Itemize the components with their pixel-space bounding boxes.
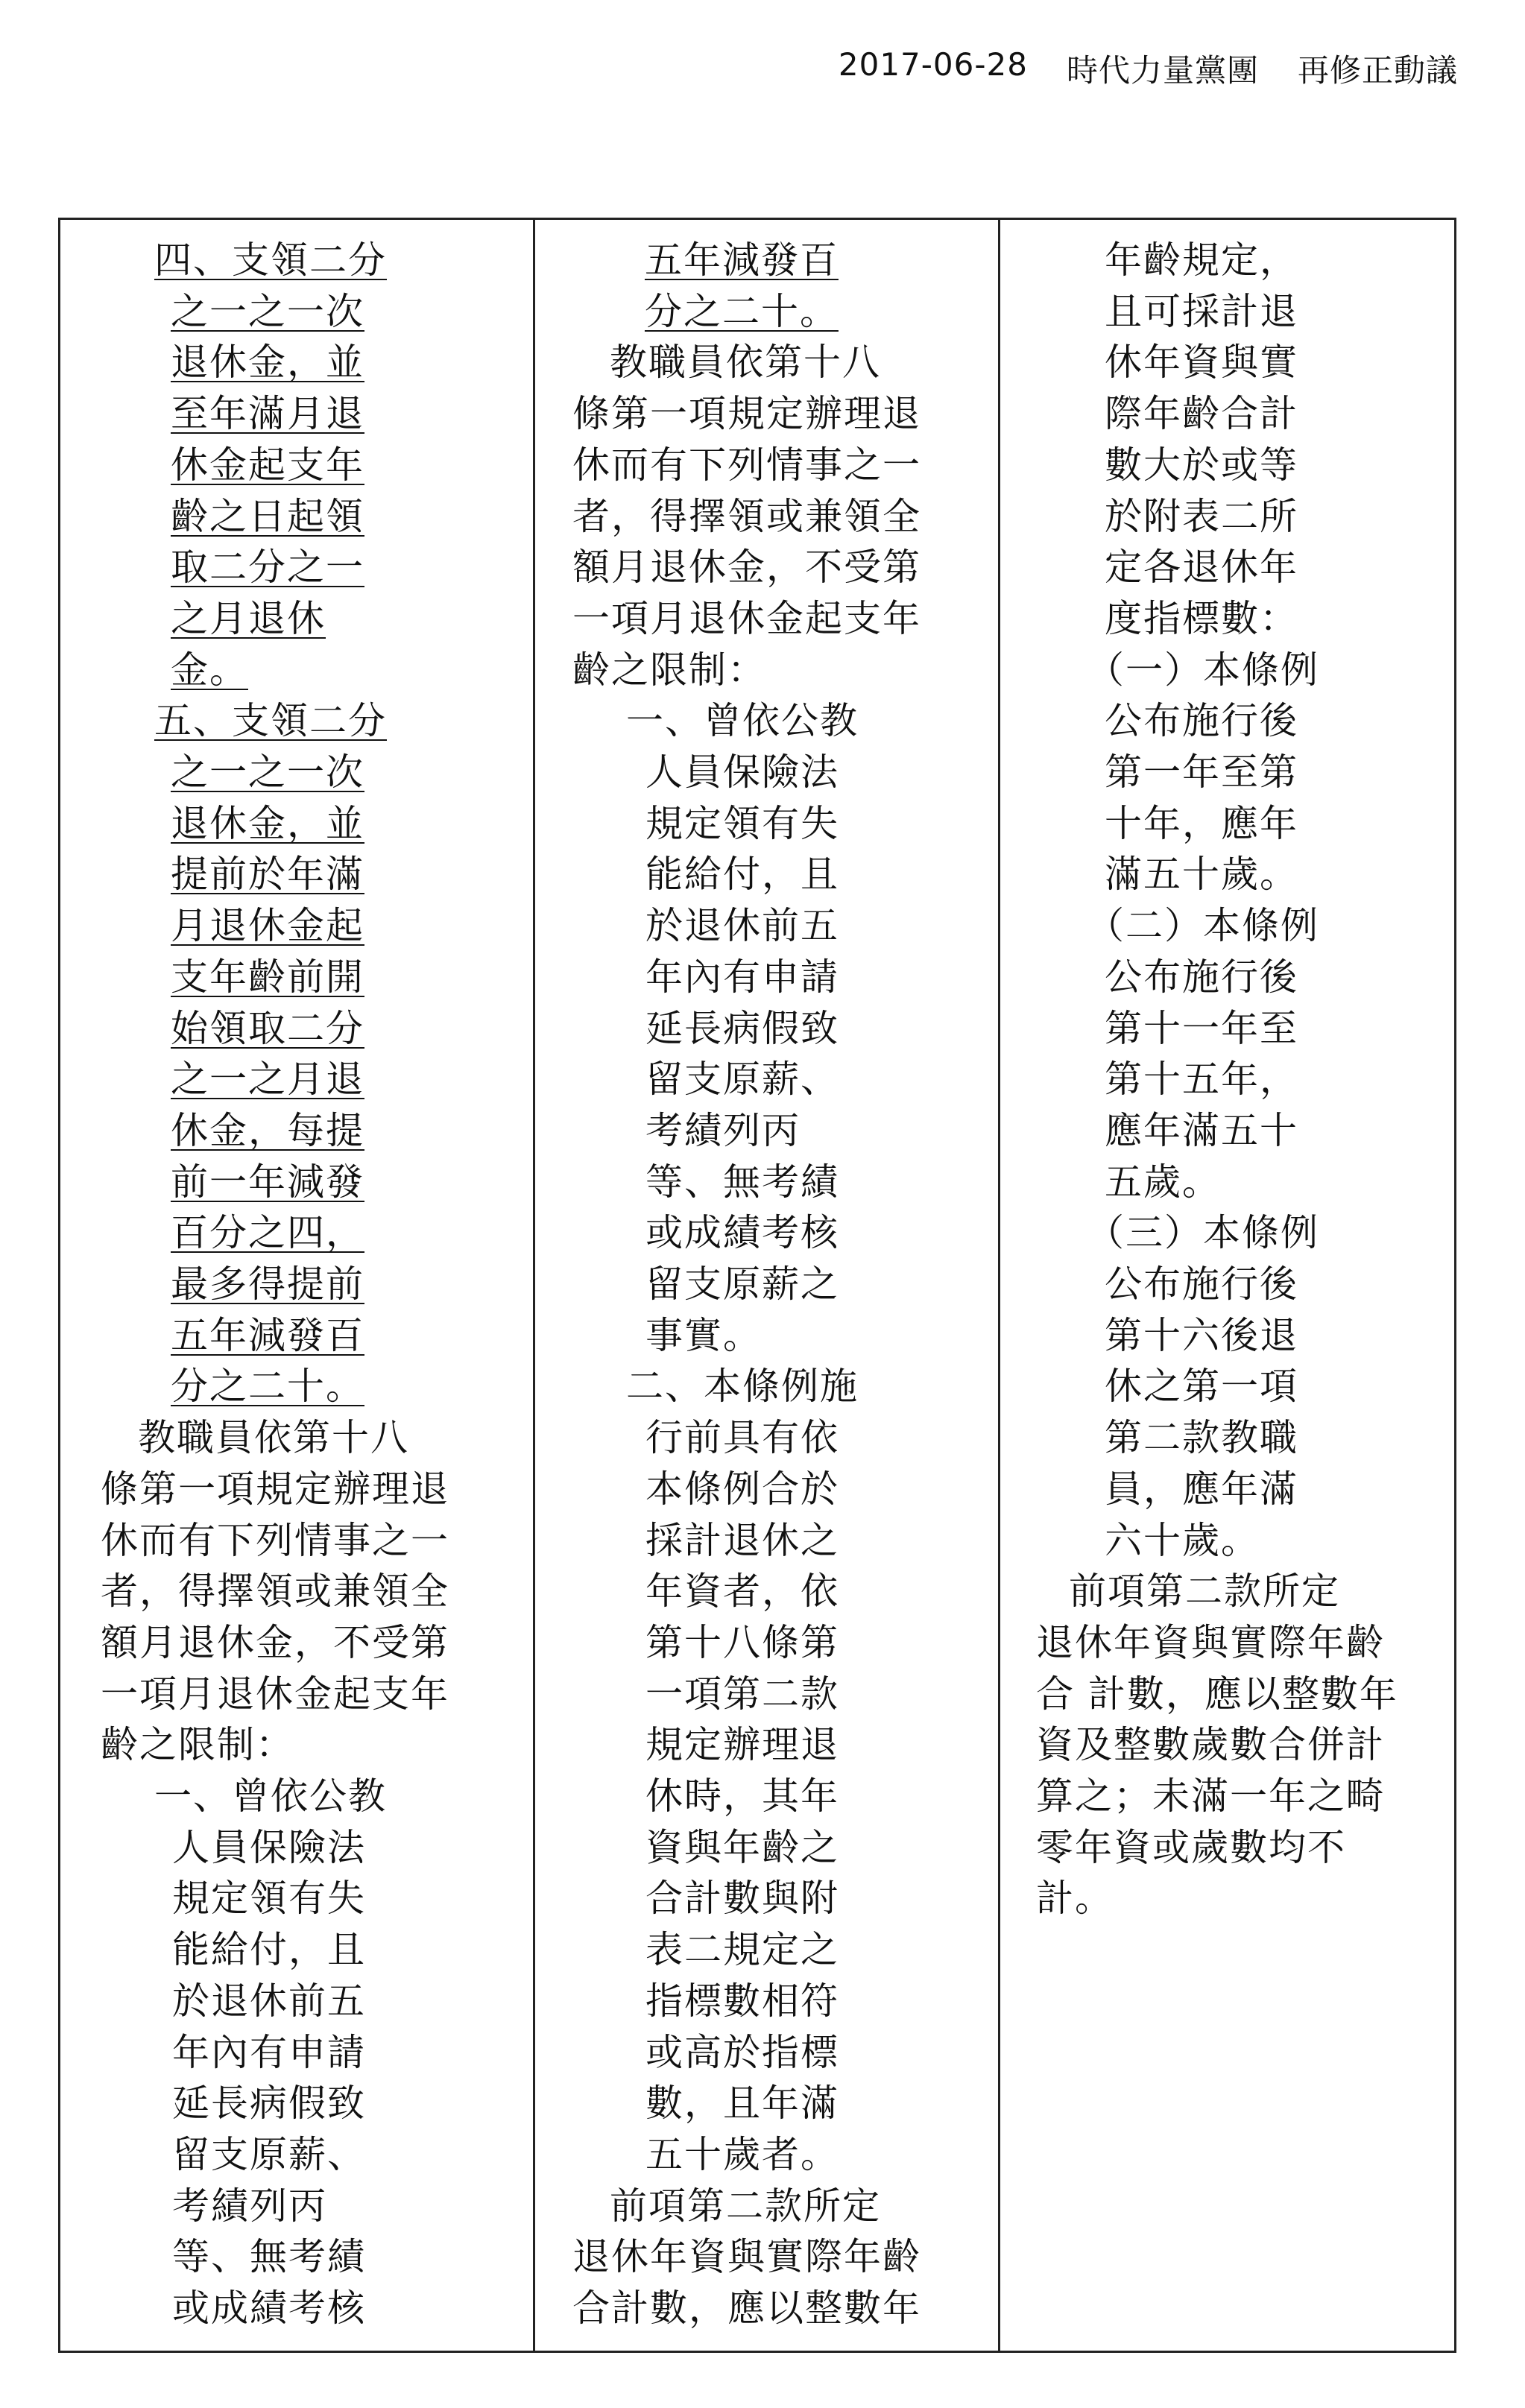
text-line: 際年齡合計 bbox=[1104, 392, 1298, 436]
text-line: 表二規定之 bbox=[645, 1928, 839, 1972]
amended-text-line: 前一年減發 bbox=[171, 1160, 364, 1204]
text-line: 滿五十歲。 bbox=[1104, 853, 1298, 897]
header-doc-type: 再修正動議 bbox=[1297, 52, 1458, 89]
text-line: 或成績考核 bbox=[172, 2287, 366, 2330]
text-line: 合 計數，應以整數年 bbox=[1035, 1672, 1398, 1716]
text-line: 齡之限制： bbox=[101, 1723, 294, 1767]
text-line: 休之第一項 bbox=[1104, 1365, 1298, 1409]
text-line: 員，應年滿 bbox=[1104, 1467, 1298, 1511]
text-line: 一項月退休金起支年 bbox=[572, 596, 921, 640]
text-line: 數，且年滿 bbox=[645, 2082, 839, 2126]
text-line: 年資者，依 bbox=[645, 1570, 839, 1614]
text-line: 五十歲者。 bbox=[645, 2132, 839, 2176]
amended-text-line: 取二分之一 bbox=[171, 546, 364, 590]
amended-text-line: 月退休金起 bbox=[171, 904, 364, 948]
text-line: 一項第二款 bbox=[645, 1672, 839, 1716]
text-line: 留支原薪、 bbox=[172, 2132, 366, 2176]
text-line: 延長病假致 bbox=[645, 1006, 839, 1050]
text-line: 教職員依第十八 bbox=[609, 341, 881, 385]
amended-text-line: 四、支領二分 bbox=[154, 238, 387, 282]
text-line: 採計退休之 bbox=[645, 1518, 839, 1562]
text-line: 零年資或歲數均不 bbox=[1035, 1825, 1346, 1869]
text-line: 數大於或等 bbox=[1104, 443, 1298, 487]
text-line: 額月退休金，不受第 bbox=[101, 1620, 449, 1664]
text-line: 應年滿五十 bbox=[1104, 1108, 1298, 1152]
text-line: 延長病假致 bbox=[172, 2082, 366, 2126]
text-line: 者，得擇領或兼領全 bbox=[572, 494, 921, 538]
text-line: 事實。 bbox=[645, 1313, 762, 1357]
amended-text-line: 五、支領二分 bbox=[154, 699, 387, 743]
text-line: 十年，應年 bbox=[1104, 801, 1298, 845]
header-party: 時代力量黨團 bbox=[1066, 52, 1259, 89]
text-line: 資及整數歲數合併計 bbox=[1035, 1723, 1385, 1767]
table-column-2 bbox=[533, 220, 998, 2351]
text-line: 能給付，且 bbox=[645, 853, 839, 897]
text-line: 且可採計退 bbox=[1104, 289, 1298, 333]
text-line: （三）本條例 bbox=[1086, 1211, 1319, 1255]
text-line: 第十八條第 bbox=[645, 1620, 839, 1664]
text-line: 退休年資與實際年齡 bbox=[1035, 1620, 1385, 1664]
text-line: 休年資與實 bbox=[1104, 341, 1298, 385]
text-line: 第十五年， bbox=[1104, 1058, 1298, 1102]
text-line: 前項第二款所定 bbox=[609, 2184, 881, 2228]
text-line: 定各退休年 bbox=[1104, 546, 1298, 590]
text-line: 五歲。 bbox=[1104, 1160, 1221, 1204]
text-line: 於退休前五 bbox=[172, 1979, 366, 2023]
text-line: 休而有下列情事之一 bbox=[101, 1518, 449, 1562]
text-line: 者，得擇領或兼領全 bbox=[101, 1570, 449, 1614]
text-line: 資與年齡之 bbox=[645, 1825, 839, 1869]
amended-text-line: 提前於年滿 bbox=[171, 853, 364, 897]
text-line: 留支原薪之 bbox=[645, 1263, 839, 1306]
text-line: 人員保險法 bbox=[172, 1825, 366, 1869]
text-line: 本條例合於 bbox=[645, 1467, 839, 1511]
text-line: 一、曾依公教 bbox=[154, 1775, 387, 1818]
table-column-3 bbox=[998, 220, 1454, 2351]
document-header bbox=[839, 46, 1458, 91]
text-line: 公布施行後 bbox=[1104, 955, 1298, 999]
text-line: 齡之限制： bbox=[572, 648, 766, 692]
text-line: 等、無考績 bbox=[172, 2235, 366, 2279]
amended-text-line: 退休金，並 bbox=[171, 801, 364, 845]
text-line: 留支原薪、 bbox=[645, 1058, 839, 1102]
amended-text-line: 支年齡前開 bbox=[171, 955, 364, 999]
text-line: 度指標數： bbox=[1104, 596, 1298, 640]
amended-text-line: 金。 bbox=[171, 648, 248, 692]
text-line: 六十歲。 bbox=[1104, 1518, 1260, 1562]
text-line: 或高於指標 bbox=[645, 2030, 839, 2074]
text-line: 第十一年至 bbox=[1104, 1006, 1298, 1050]
text-line: 規定領有失 bbox=[172, 1877, 366, 1921]
text-line: 一項月退休金起支年 bbox=[101, 1672, 449, 1716]
amended-text-line: 分之二十。 bbox=[171, 1365, 364, 1409]
amended-text-line: 退休金，並 bbox=[171, 341, 364, 385]
text-line: 能給付，且 bbox=[172, 1928, 366, 1972]
table-column-1 bbox=[60, 220, 533, 2351]
amended-text-line: 之一之一次 bbox=[171, 289, 364, 333]
header-date: 2017-06-28 bbox=[838, 46, 1028, 83]
text-line: 指標數相符 bbox=[645, 1979, 839, 2023]
text-line: 於退休前五 bbox=[645, 904, 839, 948]
text-line: 合計數，應以整數年 bbox=[572, 2287, 921, 2330]
amended-text-line: 休金，每提 bbox=[171, 1108, 364, 1152]
text-line: 二、本條例施 bbox=[625, 1365, 859, 1409]
text-line: 年齡規定， bbox=[1104, 238, 1298, 282]
text-line: 一、曾依公教 bbox=[625, 699, 859, 743]
text-line: 休時，其年 bbox=[645, 1775, 839, 1818]
text-line: 公布施行後 bbox=[1104, 699, 1298, 743]
text-line: 規定領有失 bbox=[645, 801, 839, 845]
text-line: 考績列丙 bbox=[645, 1108, 801, 1152]
text-line: 於附表二所 bbox=[1104, 494, 1298, 538]
text-line: 或成績考核 bbox=[645, 1211, 839, 1255]
amended-text-line: 之一之月退 bbox=[171, 1058, 364, 1102]
text-line: 第一年至第 bbox=[1104, 750, 1298, 794]
text-line: 第十六後退 bbox=[1104, 1313, 1298, 1357]
text-line: 人員保險法 bbox=[645, 750, 839, 794]
text-line: 行前具有依 bbox=[645, 1416, 839, 1460]
amended-text-line: 齡之日起領 bbox=[171, 494, 364, 538]
text-line: 年內有申請 bbox=[172, 2030, 366, 2074]
amended-text-line: 之一之一次 bbox=[171, 750, 364, 794]
text-line: 合計數與附 bbox=[645, 1877, 839, 1921]
amended-text-line: 五年減發百 bbox=[644, 238, 839, 282]
text-line: 計。 bbox=[1035, 1877, 1114, 1921]
amended-text-line: 至年滿月退 bbox=[171, 392, 364, 436]
amended-text-line: 五年減發百 bbox=[171, 1313, 364, 1357]
comparison-table bbox=[58, 218, 1456, 2353]
text-line: 前項第二款所定 bbox=[1068, 1570, 1340, 1614]
text-line: 退休年資與實際年齡 bbox=[572, 2235, 921, 2279]
text-line: 年內有申請 bbox=[645, 955, 839, 999]
text-line: 第二款教職 bbox=[1104, 1416, 1298, 1460]
text-line: 休而有下列情事之一 bbox=[572, 443, 921, 487]
amended-text-line: 始領取二分 bbox=[171, 1006, 364, 1050]
text-line: 考績列丙 bbox=[172, 2184, 327, 2228]
text-line: 等、無考績 bbox=[645, 1160, 839, 1204]
text-line: 教職員依第十八 bbox=[138, 1416, 409, 1460]
text-line: 條第一項規定辦理退 bbox=[572, 392, 921, 436]
amended-text-line: 之月退休 bbox=[171, 596, 326, 640]
text-line: 規定辦理退 bbox=[645, 1723, 839, 1767]
amended-text-line: 休金起支年 bbox=[171, 443, 364, 487]
text-line: 公布施行後 bbox=[1104, 1263, 1298, 1306]
amended-text-line: 最多得提前 bbox=[171, 1263, 364, 1306]
amended-text-line: 百分之四， bbox=[171, 1211, 364, 1255]
text-line: 算之；未滿一年之畸 bbox=[1035, 1775, 1385, 1818]
text-line: （一）本條例 bbox=[1086, 648, 1319, 692]
amended-text-line: 分之二十。 bbox=[644, 289, 839, 333]
text-line: 條第一項規定辦理退 bbox=[101, 1467, 449, 1511]
text-line: （二）本條例 bbox=[1086, 904, 1319, 948]
text-line: 額月退休金，不受第 bbox=[572, 546, 921, 590]
